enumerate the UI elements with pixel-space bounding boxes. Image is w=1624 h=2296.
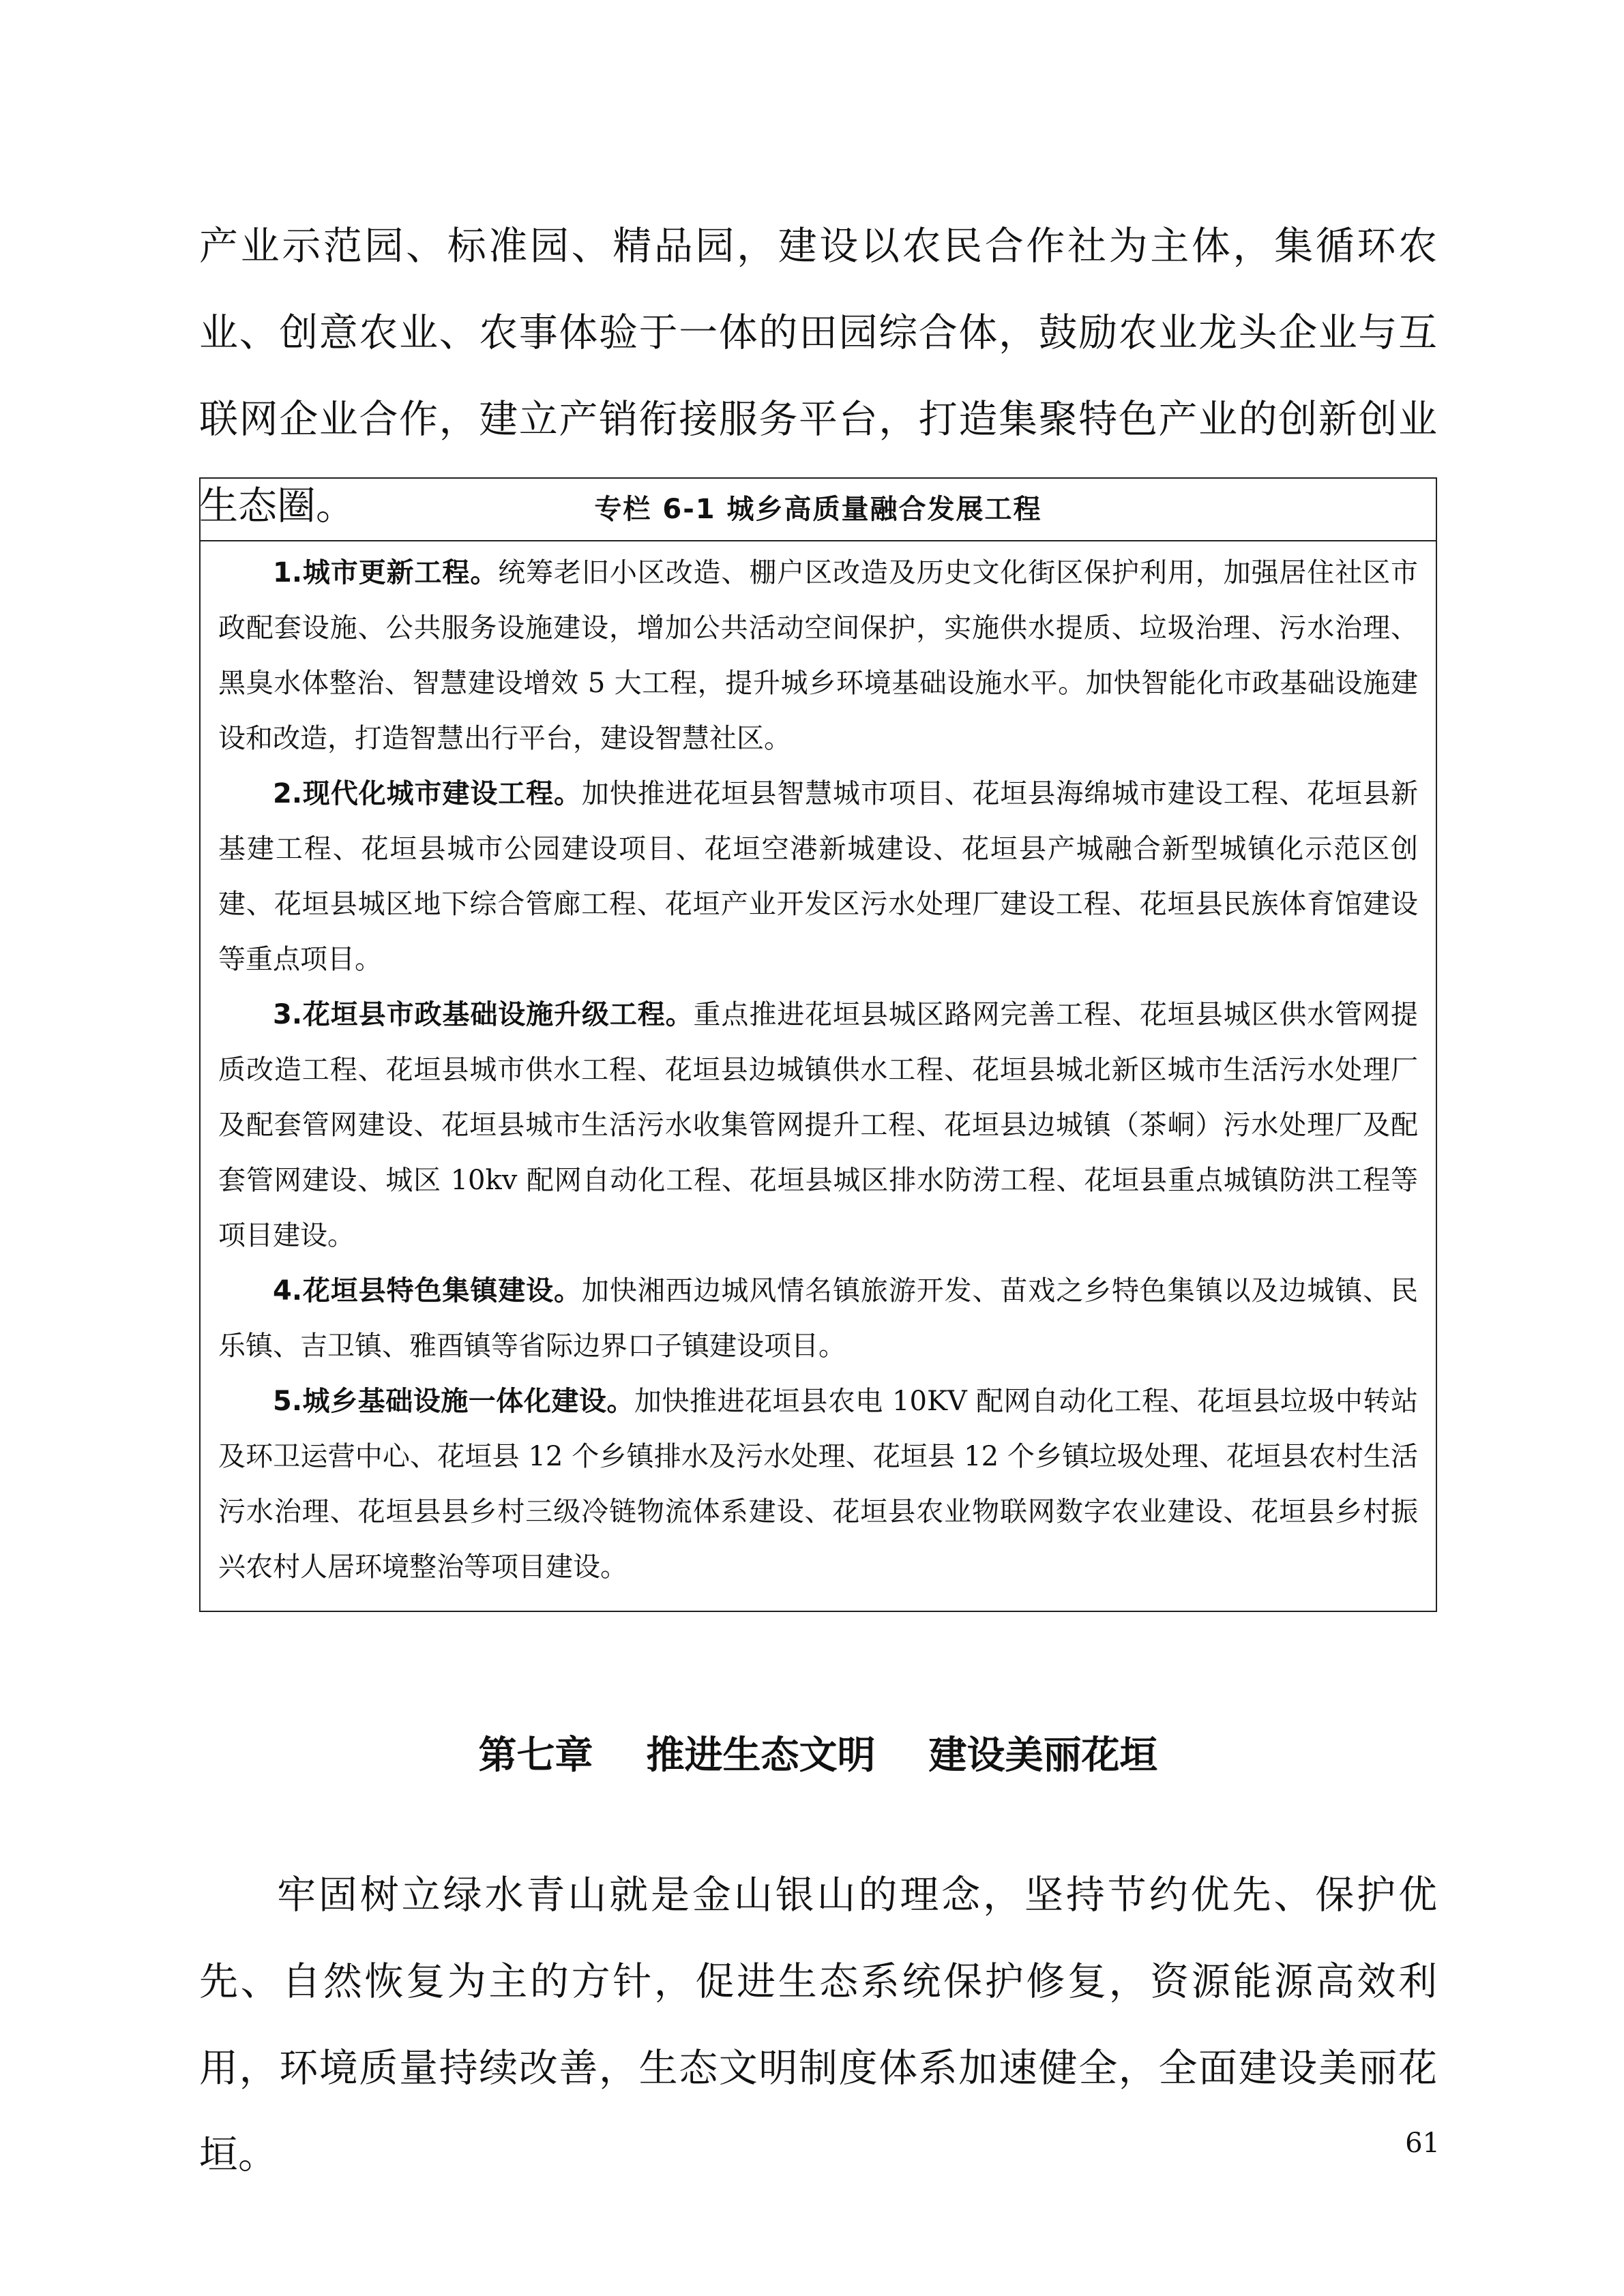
item-lead: 4.花垣县特色集镇建设。 — [273, 1275, 582, 1307]
box-item-market-towns — [218, 1264, 1418, 1374]
box-item-integrated-infra — [218, 1374, 1418, 1595]
box-item-modern-city — [218, 766, 1418, 987]
item-text: 统筹老旧小区改造、棚户区改造及历史文化街区保护利用，加强居住社区市政配套设施、公共服务设施建设，增加公共活动空间保护，实施供水提质、垃圾治理、污水治理、黑臭水体整治、智慧建设增效 5 大工程，提升城乡环境基础设施水平。加快智能化市政基础设施建设和改造，打造智慧出行平台，建设智慧社区。 — [218, 557, 1419, 754]
intro-paragraph: 产业示范园、标准园、精品园，建设以农民合作社为主体，集循环农业、创意农业、农事体验于一体的田园综合体，鼓励农业龙头企业与互联网企业合作，建立产销衔接服务平台，打造集聚特色产业的创新创业生态圈。 — [199, 224, 1437, 528]
item-lead: 3.花垣县市政基础设施升级工程。 — [273, 999, 694, 1030]
item-text: 加快推进花垣县智慧城市项目、花垣县海绵城市建设工程、花垣县新基建工程、花垣县城市公园建设项目、花垣空港新城建设、花垣县产城融合新型城镇化示范区创建、花垣县城区地下综合管廊工程、花垣产业开发区污水处理厂建设工程、花垣县民族体育馆建设等重点项目。 — [218, 778, 1418, 975]
box-body — [201, 541, 1436, 1595]
item-lead: 5.城乡基础设施一体化建设。 — [273, 1386, 634, 1417]
box-item-urban-renewal — [218, 546, 1418, 766]
item-text: 重点推进花垣县城区路网完善工程、花垣县城区供水管网提质改造工程、花垣县城市供水工程、花垣县边城镇供水工程、花垣县城北新区城市生活污水处理厂及配套管网建设、花垣县城市生活污水收集管网提升工程、花垣县边城镇（茶峒）污水处理厂及配套管网建设、城区 10kv 配网自动化工程、花垣县城区排水防涝工程、花垣县重点城镇防洪工程等项目建设。 — [218, 999, 1418, 1251]
page-number: 61 — [1405, 2128, 1440, 2159]
chapter-heading: 第七章 推进生态文明 建设美丽花垣 — [478, 1733, 1158, 1778]
item-lead: 1.城市更新工程。 — [273, 557, 499, 588]
item-text: 加快推进花垣县农电 10KV 配网自动化工程、花垣县垃圾中转站及环卫运营中心、花垣县 12 个乡镇排水及污水处理、花垣县 12 个乡镇垃圾处理、花垣县农村生活污水治理、花垣县县乡村三级冷链物流体系建设、花垣县农业物联网数字农业建设、花垣县乡村振兴农村人居环境整治等项目建设。 — [218, 1386, 1418, 1583]
item-lead: 2.现代化城市建设工程。 — [273, 778, 582, 809]
closing-paragraph: 牢固树立绿水青山就是金山银山的理念，坚持节约优先、保护优先、自然恢复为主的方针，促进生态系统保护修复，资源能源高效利用，环境质量持续改善，生态文明制度体系加速健全，全面建设美丽花垣。 — [199, 1873, 1437, 2177]
box-title: 专栏 6-1 城乡高质量融合发展工程 — [201, 479, 1436, 541]
project-box — [199, 477, 1437, 1612]
box-item-municipal-infra — [218, 987, 1418, 1264]
item-text: 加快湘西边城风情名镇旅游开发、苗戏之乡特色集镇以及边城镇、民乐镇、吉卫镇、雅酉镇等省际边界口子镇建设项目。 — [218, 1275, 1418, 1362]
